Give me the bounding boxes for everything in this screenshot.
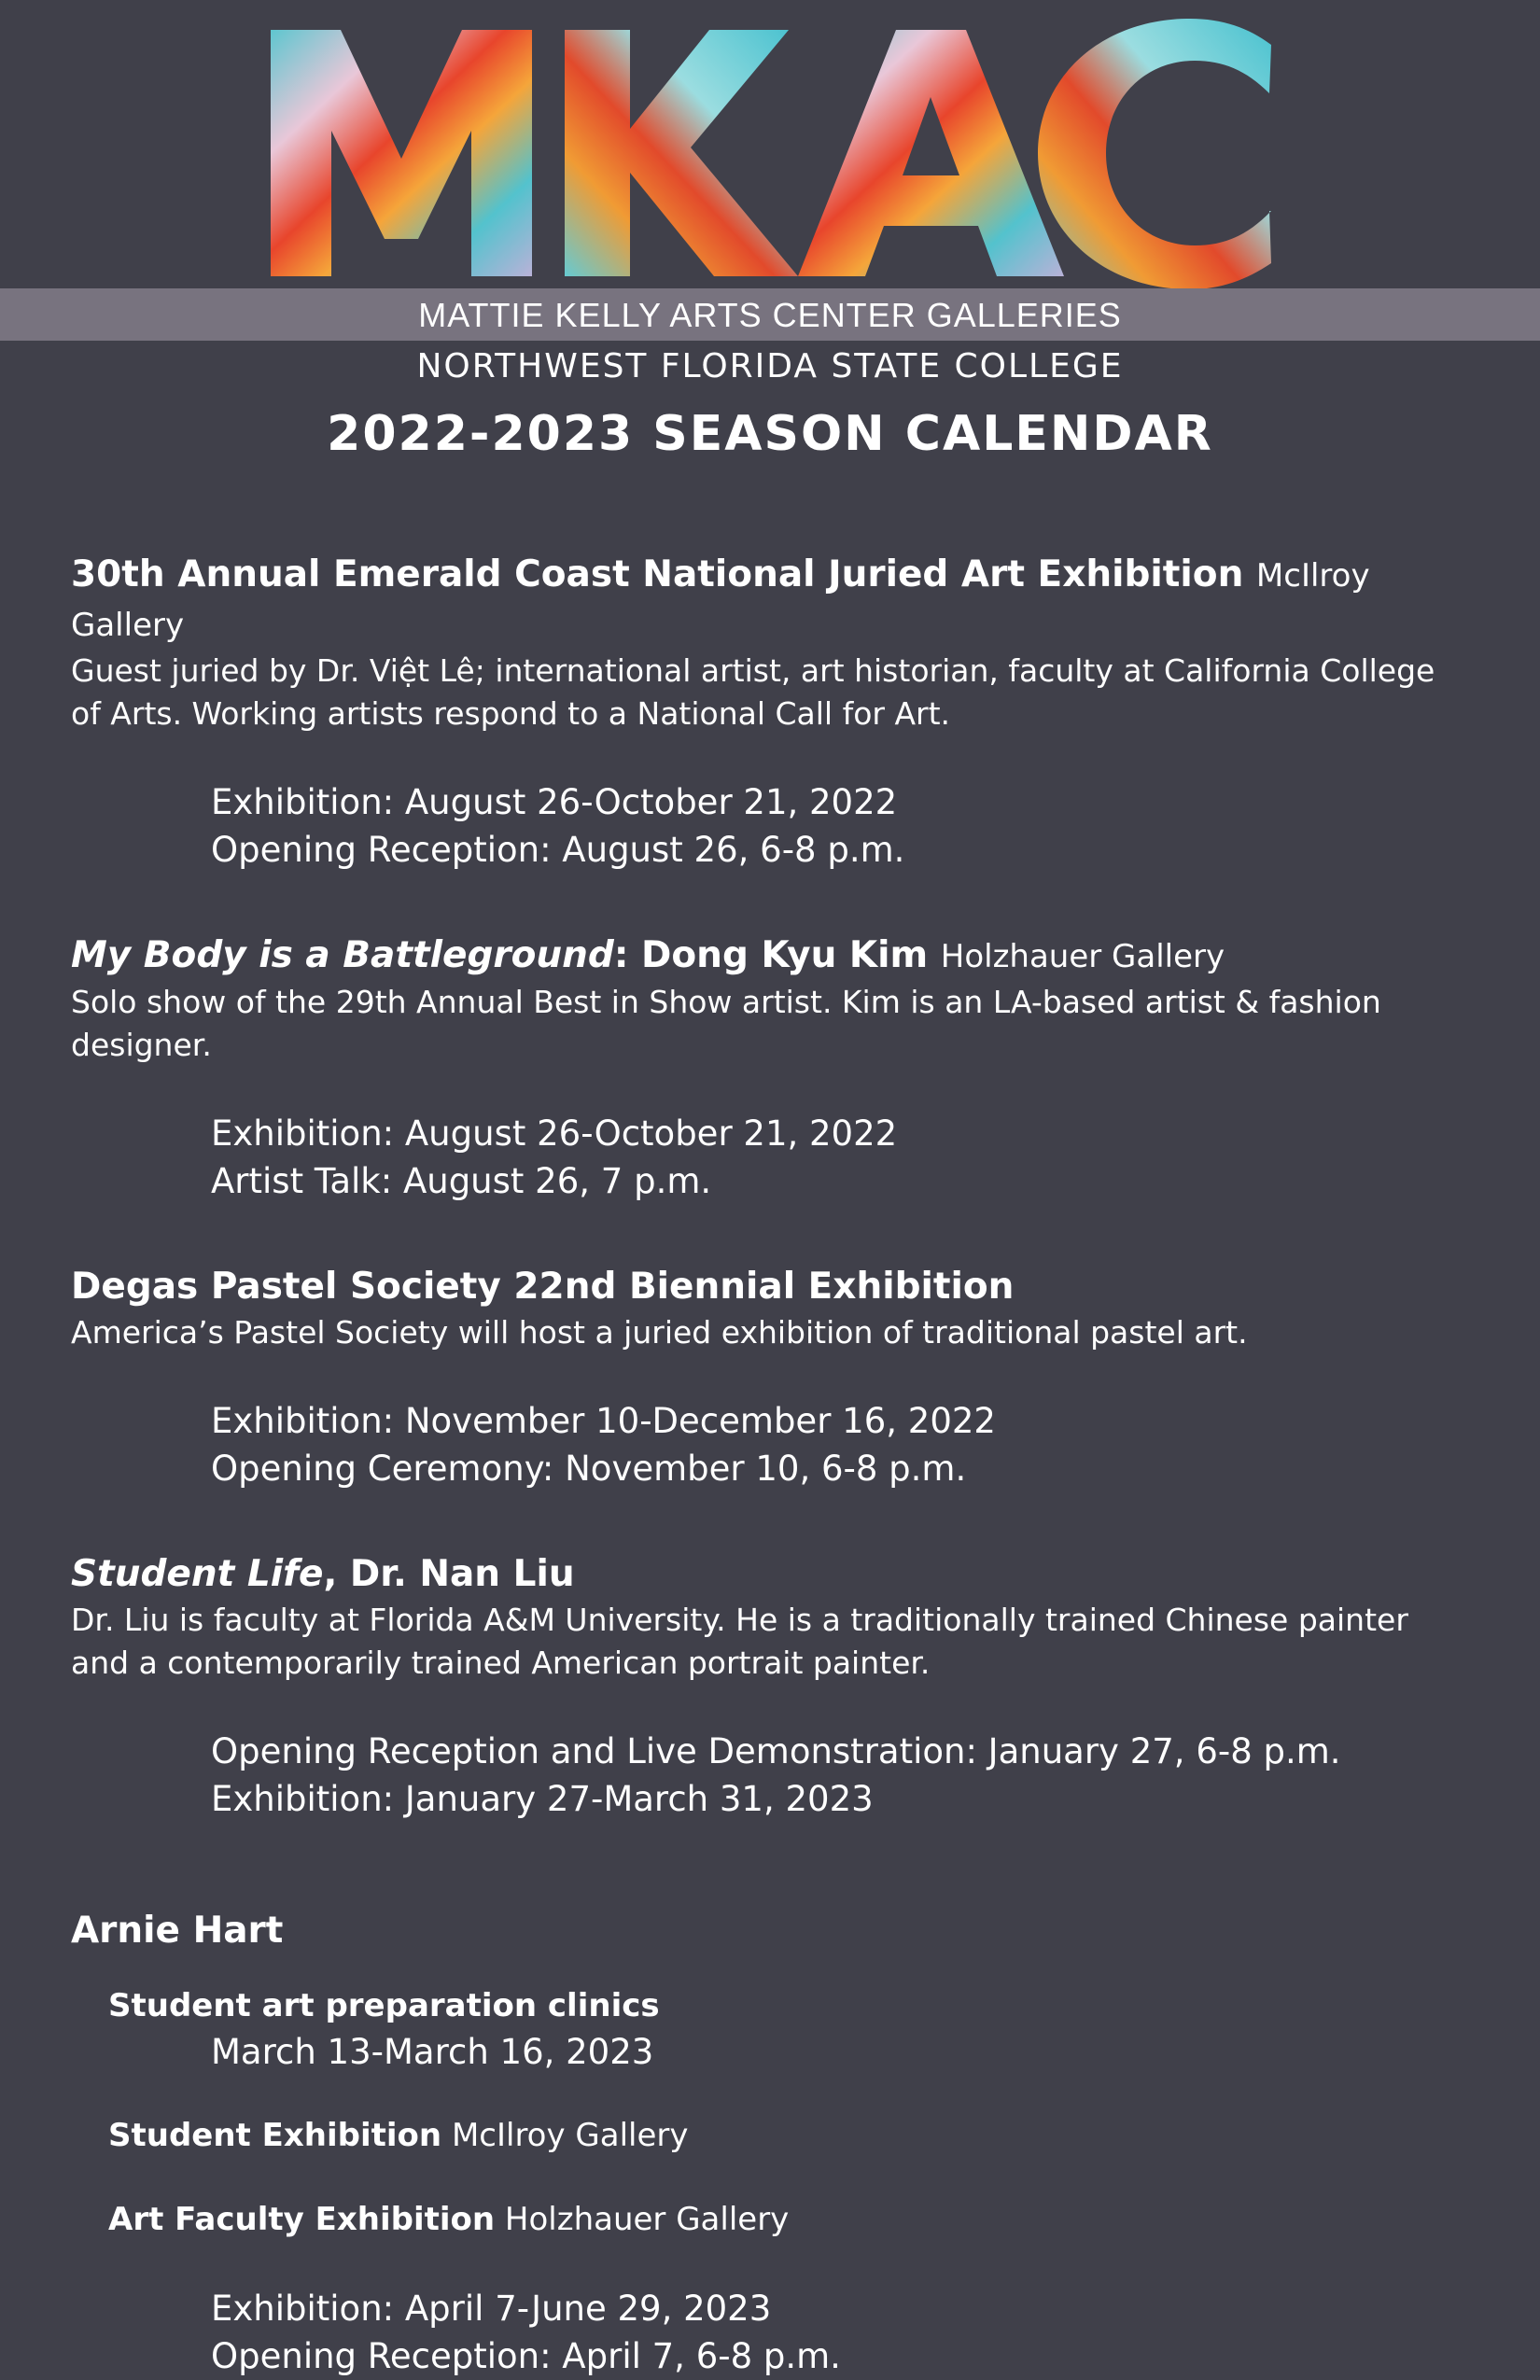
- event-date-line: Opening Ceremony: November 10, 6-8 p.m.: [211, 1449, 967, 1489]
- event-title-text: : Dong Kyu Kim: [613, 934, 929, 976]
- event-title: [71, 551, 1471, 650]
- event-description: Solo show of the 29th Annual Best in Show artist. Kim is an LA-based artist & fashion designer.: [71, 984, 1381, 1063]
- event-title-text: 30th Annual Emerald Coast National Juried Art Exhibition: [71, 553, 1244, 595]
- faculty-exhibition: [108, 2197, 1471, 2242]
- calendar-content: [71, 551, 1471, 2380]
- event-venue: Holzhauer Gallery: [940, 938, 1225, 975]
- faculty-exhibition-venue: Holzhauer Gallery: [504, 2201, 790, 2238]
- event-arnie-hart: [71, 1907, 1471, 2380]
- event-student-life: [71, 1550, 1471, 1823]
- event-date-line: Opening Reception and Live Demonstration: January 27, 6-8 p.m.: [211, 1731, 1341, 1771]
- event-date-line: Artist Talk: August 26, 7 p.m.: [211, 1161, 712, 1201]
- logo-letter-c: [1038, 19, 1271, 289]
- event-dates: [211, 1397, 1471, 1492]
- arnie-dates: [211, 2285, 1471, 2380]
- event-date-line: Exhibition: August 26-October 21, 2022: [211, 782, 898, 822]
- event-description: America’s Pastel Society will host a juried exhibition of traditional pastel art.: [71, 1314, 1248, 1351]
- event-description: Guest juried by Dr. Việt Lê; international artist, art historian, faculty at California College of Arts. Working artists respond to a National Call for Art.: [71, 652, 1435, 732]
- event-emerald-coast: [71, 551, 1471, 874]
- clinics-dates: March 13-March 16, 2023: [211, 2032, 654, 2072]
- event-description: Dr. Liu is faculty at Florida A&M University. He is a traditionally trained Chinese painter and a contemporarily trained American portrait painter.: [71, 1602, 1408, 1681]
- event-date-line: Exhibition: April 7-June 29, 2023: [211, 2289, 772, 2329]
- mkac-logo-art: [0, 19, 1540, 289]
- event-title-text: Degas Pastel Society 22nd Biennial Exhibition: [71, 1266, 1015, 1308]
- event-date-line: Exhibition: August 26-October 21, 2022: [211, 1113, 898, 1154]
- college-name: NORTHWEST FLORIDA STATE COLLEGE: [416, 347, 1124, 385]
- arnie-title: Arnie Hart: [71, 1910, 284, 1952]
- event-title: [71, 931, 1471, 981]
- event-date-line: Opening Reception: August 26, 6-8 p.m.: [211, 830, 905, 870]
- event-title-italic: My Body is a Battleground: [71, 934, 614, 976]
- logo-letter-m: [271, 30, 532, 276]
- gallery-name: MATTIE KELLY ARTS CENTER GALLERIES: [418, 296, 1122, 334]
- season-title: 2022-2023 SEASON CALENDAR: [327, 406, 1213, 462]
- event-date-line: Exhibition: January 27-March 31, 2023: [211, 1779, 874, 1819]
- event-dates: [211, 1728, 1471, 1823]
- event-date-line: Opening Reception: April 7, 6-8 p.m.: [211, 2336, 841, 2376]
- event-dates: [211, 1110, 1471, 1205]
- student-exhibition-label: Student Exhibition: [108, 2117, 442, 2154]
- clinics-label: [108, 1983, 1471, 2028]
- mkac-logo: [0, 19, 1540, 289]
- event-venue: McIlroy Gallery: [71, 557, 1370, 644]
- event-date-line: Exhibition: November 10-December 16, 2022: [211, 1401, 996, 1441]
- event-degas: [71, 1263, 1471, 1492]
- student-exhibition: [108, 2113, 1471, 2158]
- event-title: [71, 1550, 1471, 1599]
- student-exhibition-venue: McIlroy Gallery: [451, 2117, 689, 2154]
- logo-letter-a: [798, 30, 1064, 276]
- event-dates: [211, 778, 1471, 874]
- event-title-italic: Student Life: [71, 1553, 324, 1595]
- faculty-exhibition-label: Art Faculty Exhibition: [108, 2201, 496, 2238]
- event-battleground: [71, 931, 1471, 1205]
- clinics-label-text: Student art preparation clinics: [108, 1987, 660, 2024]
- logo-letter-k: [565, 30, 798, 276]
- event-title-text: , Dr. Nan Liu: [323, 1553, 575, 1595]
- event-title: [71, 1263, 1471, 1311]
